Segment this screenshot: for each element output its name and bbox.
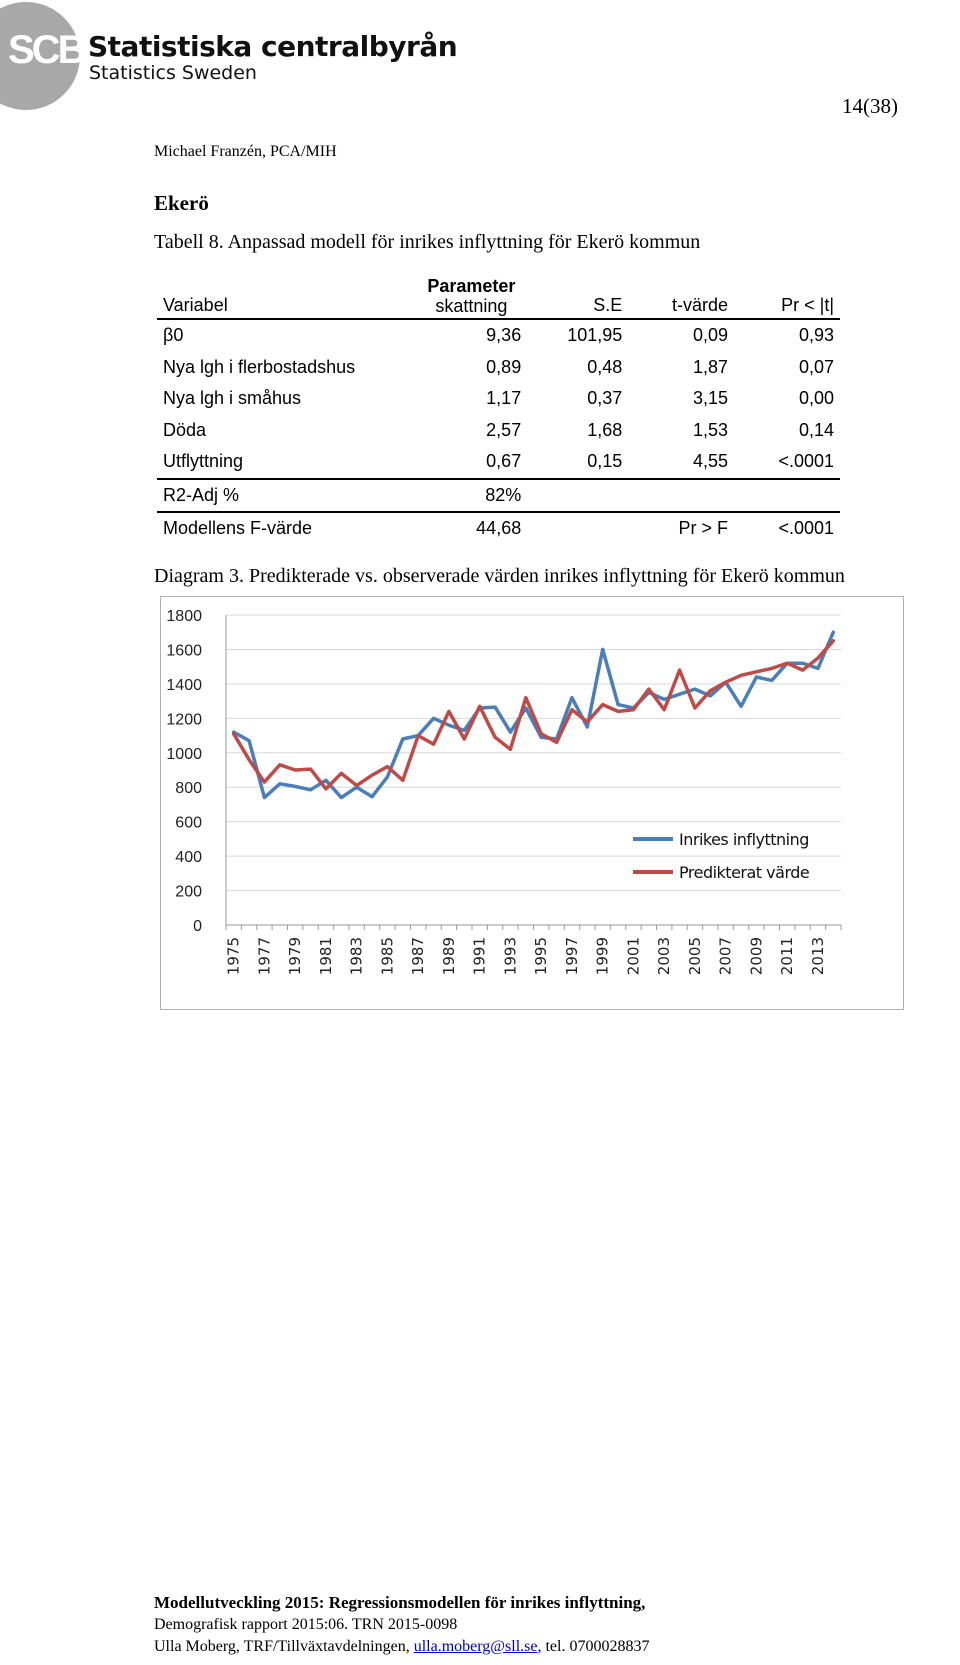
y-tick-label: 200 — [175, 883, 202, 901]
x-tick-label: 1989 — [439, 937, 458, 976]
scb-logo — [0, 0, 470, 120]
table-cell: Utflyttning — [157, 446, 416, 479]
col-header-parameter — [416, 258, 528, 319]
table-cell: 0,93 — [798, 325, 834, 346]
table-cell: Nya lgh i småhus — [163, 388, 302, 409]
x-tick-label: 1981 — [316, 937, 335, 976]
y-tick-label: 1400 — [166, 676, 202, 694]
table-cell: 1,87 — [692, 356, 728, 377]
footer-contact-name: Ulla Moberg, TRF/Tillväxtavdelningen, — [154, 1638, 414, 1655]
col-header-parameter-line1: Parameter — [427, 276, 516, 296]
table-row — [157, 319, 840, 352]
table-cell: 0,07 — [798, 356, 834, 377]
x-tick-label: 2001 — [624, 937, 643, 976]
table-cell: 0,37 — [587, 388, 623, 409]
table-cell: 0,15 — [527, 446, 628, 479]
section-heading: Ekerö — [154, 191, 209, 215]
diagram-caption: Diagram 3. Predikterade vs. observerade värden inrikes inflyttning för Ekerö kommun — [154, 565, 845, 587]
table-row — [157, 415, 840, 447]
scb-logo-letters: SCB — [8, 28, 84, 72]
pr-f-label: Pr > F — [678, 518, 728, 539]
table-cell: β0 — [163, 325, 184, 346]
table-cell: 0,89 — [486, 356, 522, 377]
table-cell: <.0001 — [734, 446, 840, 479]
f-row — [157, 512, 840, 545]
x-tick-label: 1991 — [470, 937, 489, 976]
org-name: Statistiska centralbyrån — [88, 30, 458, 63]
footer-report: Demografisk rapport 2015:06. TRN 2015-0098 — [154, 1616, 458, 1633]
table-cell: 2,57 — [486, 419, 522, 440]
footer-email-link[interactable]: ulla.moberg@sll.se — [413, 1638, 538, 1655]
table-cell: 0,67 — [416, 446, 528, 479]
table-cell: 1,17 — [486, 388, 522, 409]
legend-label: Inrikes inflyttning — [679, 830, 809, 849]
x-tick-label: 1995 — [532, 937, 551, 976]
x-tick-label: 1983 — [347, 937, 366, 976]
r2-label: R2-Adj % — [157, 479, 416, 513]
footer — [154, 1592, 649, 1658]
table-cell: 1,53 — [692, 419, 728, 440]
y-tick-label: 1200 — [166, 711, 202, 729]
col-header-variabel: Variabel — [157, 258, 416, 319]
x-tick-label: 2007 — [716, 937, 735, 976]
table-cell: 1,68 — [587, 419, 623, 440]
x-tick-label: 2011 — [778, 937, 797, 976]
footer-contact — [154, 1636, 649, 1658]
table-cell: Döda — [163, 419, 207, 440]
x-tick-label: 1985 — [378, 937, 397, 976]
line-chart — [161, 597, 905, 1011]
table-cell: Nya lgh i flerbostadshus — [163, 356, 356, 377]
legend-label: Predikterat värde — [679, 863, 810, 882]
y-tick-label: 1800 — [166, 608, 202, 625]
pr-f-value: <.0001 — [778, 518, 834, 539]
x-tick-label: 1997 — [562, 937, 581, 976]
y-tick-label: 0 — [193, 918, 202, 935]
x-tick-label: 2003 — [655, 937, 674, 976]
col-header-pr: Pr < |t| — [734, 258, 840, 319]
x-tick-label: 1993 — [501, 937, 520, 976]
y-tick-label: 800 — [175, 780, 202, 798]
table-row — [157, 352, 840, 384]
table-row — [157, 383, 840, 415]
footer-phone: , tel. 0700028837 — [537, 1638, 650, 1655]
r2-row — [157, 479, 840, 513]
col-header-se: S.E — [527, 258, 628, 319]
table-cell: 3,15 — [692, 388, 728, 409]
table-header-row — [157, 258, 840, 319]
x-tick-label: 1975 — [224, 937, 243, 976]
f-label: Modellens F-värde — [163, 518, 313, 539]
table-caption: Tabell 8. Anpassad modell för inrikes inflyttning för Ekerö kommun — [154, 231, 701, 253]
x-tick-label: 1979 — [286, 937, 305, 976]
table-cell: 4,55 — [628, 446, 734, 479]
table-cell: 9,36 — [486, 325, 522, 346]
y-tick-label: 400 — [175, 849, 202, 867]
x-tick-label: 1999 — [593, 937, 612, 976]
model-table — [157, 258, 840, 545]
footer-title: Modellutveckling 2015: Regressionsmodellen för inrikes inflyttning, — [154, 1593, 646, 1612]
y-tick-label: 600 — [175, 814, 202, 832]
series-line-predikterat-varde — [234, 641, 834, 789]
chart-frame — [160, 596, 904, 1010]
table-row — [157, 446, 840, 479]
table-cell: 0,14 — [798, 419, 834, 440]
x-tick-label: 2013 — [808, 937, 827, 976]
y-tick-label: 1600 — [166, 642, 202, 660]
col-header-parameter-line2: skattning — [435, 296, 508, 316]
x-tick-label: 1977 — [255, 937, 274, 976]
col-header-tvarde: t-värde — [628, 258, 734, 319]
table-cell: 101,95 — [567, 325, 623, 346]
x-tick-label: 2009 — [747, 937, 766, 976]
x-tick-label: 1987 — [409, 937, 428, 976]
org-name-en: Statistics Sweden — [89, 62, 257, 84]
y-tick-label: 1000 — [166, 745, 202, 763]
table-cell: 0,09 — [692, 325, 728, 346]
r2-value: 82% — [416, 479, 528, 513]
table-cell: 0,48 — [587, 356, 623, 377]
f-value: 44,68 — [476, 518, 522, 539]
x-tick-label: 2005 — [685, 937, 704, 976]
page-number: 14(38) — [842, 94, 898, 118]
table-cell: 0,00 — [798, 388, 834, 409]
author-line: Michael Franzén, PCA/MIH — [154, 143, 337, 160]
